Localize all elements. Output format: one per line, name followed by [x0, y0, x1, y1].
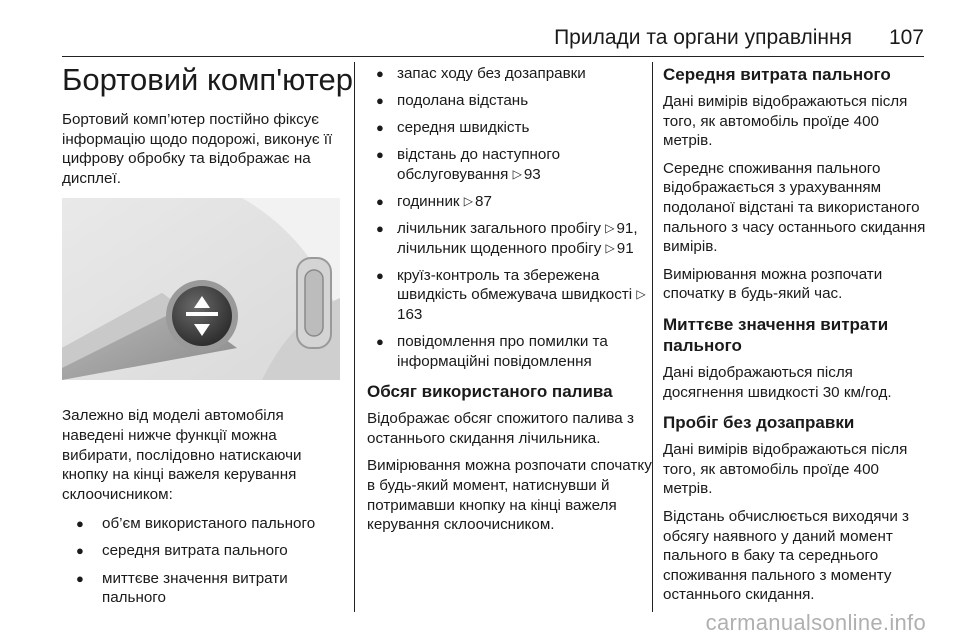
paragraph: Середнє споживання пального відображається з урахуванням подоланої відстані та використаного пального з часу останнього скидання вимірів.: [663, 159, 926, 256]
page-reference[interactable]: 91: [616, 239, 634, 257]
list-item: ● середня швидкість: [367, 118, 659, 138]
subsection-heading: Середня витрата пального: [663, 65, 891, 84]
list-item: ● повідомлення про помилки та інформаційні повідомлення: [367, 332, 659, 371]
list-item: ● відстань до наступного обслуговування ▷ 93: [367, 145, 659, 184]
arrow-reference-icon: ▷: [512, 166, 522, 181]
watermark: carmanualsonline.info: [705, 610, 926, 635]
paragraph: Відображає обсяг спожитого палива з останнього скидання лічильника.: [367, 410, 634, 447]
paragraph: Дані вимірів відображаються після того, як автомобіль проїде 400 метрів.: [663, 93, 908, 150]
column-1: [62, 110, 344, 615]
wiper-lever-illustration: [62, 198, 340, 380]
page-reference[interactable]: 93: [523, 165, 541, 183]
arrow-reference-icon: ▷: [605, 221, 615, 236]
column-2: [367, 64, 659, 545]
list-item: ● запас ходу без дозаправки: [367, 64, 659, 84]
list-item: ● годинник ▷ 87: [367, 192, 659, 212]
subsection-heading: Миттєве значення витрати пального: [663, 314, 889, 355]
paragraph: Дані відображаються після досягнення швидкості 30 км/год.: [663, 363, 892, 401]
paragraph: Вимірювання можна розпочати спочатку в будь-який час.: [663, 265, 883, 303]
page-reference[interactable]: 163: [397, 305, 423, 323]
header-title: Прилади та органи управління: [554, 26, 852, 49]
paragraph: Дані вимірів відображаються після того, як автомобіль проїде 400 метрів.: [663, 441, 908, 498]
column-divider: [354, 62, 355, 612]
section-title: Бортовий комп'ютер: [62, 62, 354, 97]
subsection-heading: Обсяг використаного палива: [367, 382, 613, 402]
intro-paragraph: Бортовий комп’ютер постійно фіксує інформацію щодо подорожі, виконує її цифрову обробку та відображає на дисплеї.: [62, 111, 333, 187]
list-item: ● миттєве значення витрати пального: [62, 569, 344, 608]
list-item: ● середня витрата пального: [62, 541, 344, 561]
instruction-paragraph: Залежно від моделі автомобіля наведені нижче функції можна вибирати, послідовно натискаючи кнопку на кінці важеля керування склоочисником:: [62, 407, 302, 503]
subsection-heading: Пробіг без дозаправки: [663, 413, 855, 433]
header-rule: [62, 56, 924, 57]
arrow-reference-icon: ▷: [636, 287, 646, 302]
arrow-reference-icon: ▷: [463, 193, 474, 208]
list-item: ● подолана відстань: [367, 91, 659, 111]
page-reference[interactable]: 91: [616, 220, 634, 238]
page-number: 107: [888, 26, 924, 49]
function-list: [367, 64, 659, 371]
list-item: ● круїз-контроль та збережена швидкість обмежувача швидкості ▷163: [367, 266, 659, 325]
function-list: [62, 514, 344, 607]
page-reference[interactable]: 87: [475, 192, 492, 210]
list-item: ● об’єм використаного пального: [62, 514, 344, 534]
page-header: [0, 0, 960, 62]
list-item: ● лічильник загального пробігу ▷ 91, лічильник щоденного пробігу ▷ 91: [367, 219, 659, 258]
column-3: [663, 64, 931, 615]
paragraph: Відстань обчислюється виходячи з обсягу наявного у даний момент пального в баку та середнього споживання пального з моменту останнього скидання.: [663, 507, 910, 604]
arrow-reference-icon: ▷: [605, 240, 615, 255]
paragraph: Вимірювання можна розпочати спочатку в будь-який момент, натиснувши й потримавши кнопку на кінці важеля керування склоочисником.: [367, 457, 652, 534]
wiper-lever-photo: [62, 198, 340, 380]
